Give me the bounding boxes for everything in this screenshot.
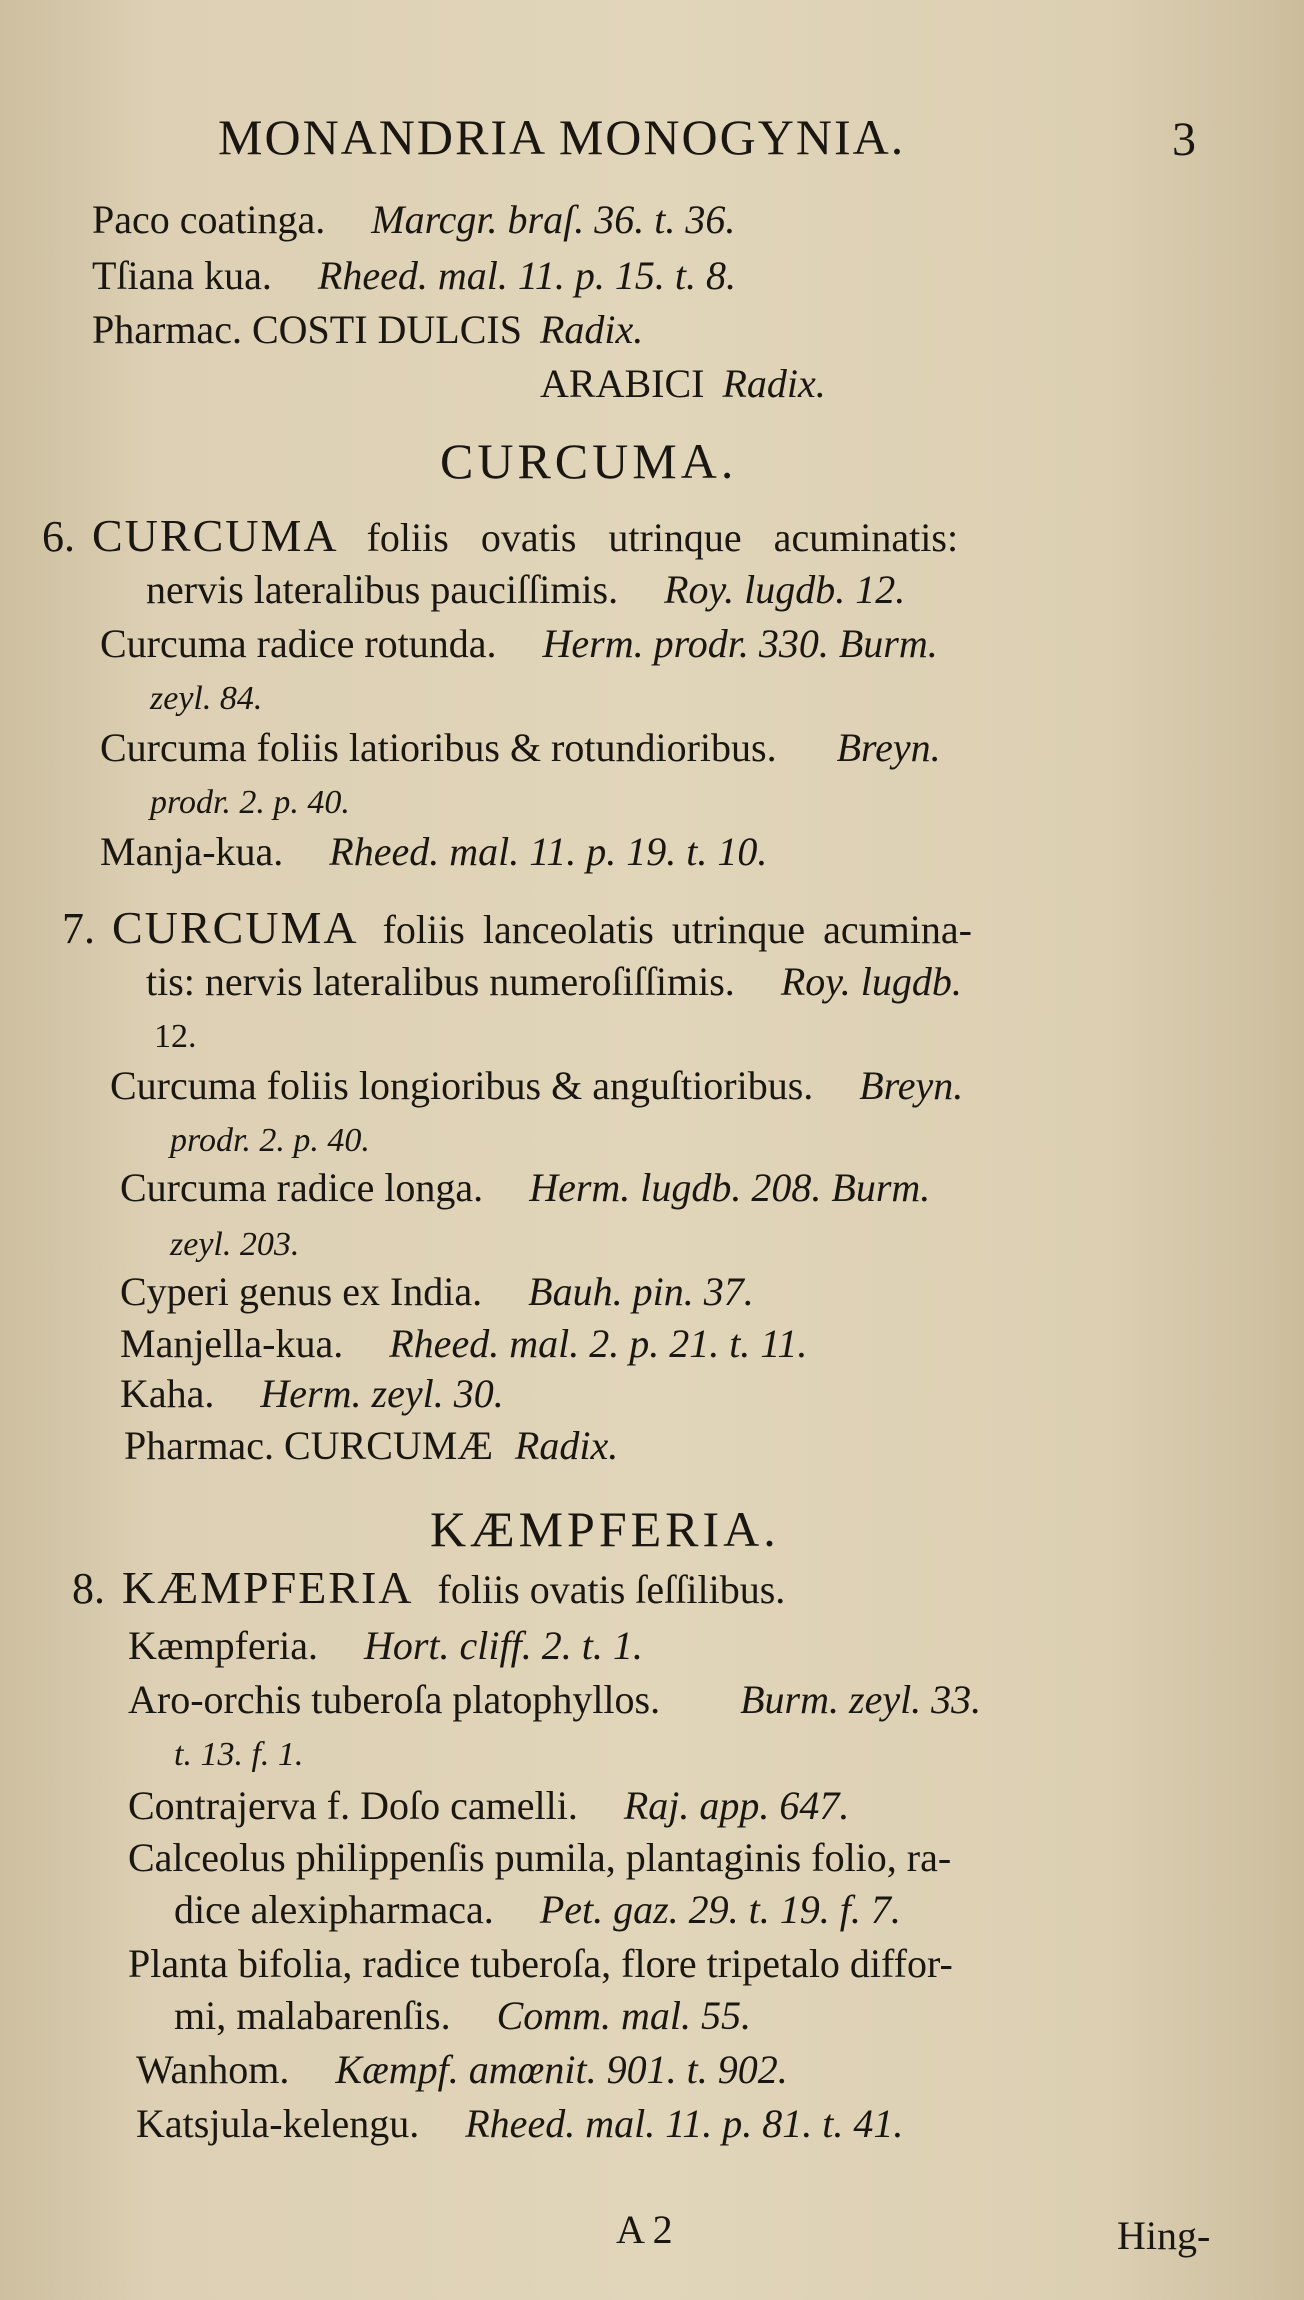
pharmac-line <box>124 1422 618 1470</box>
synonym-line <box>128 1676 981 1724</box>
synonym-line <box>150 776 350 827</box>
species-number: 8. <box>72 1564 105 1613</box>
synonym-line <box>120 1268 754 1316</box>
reference: Rheed. mal. 11. p. 19. t. 10. <box>329 829 768 874</box>
reference: zeyl. 203. <box>170 1226 300 1263</box>
pharmac-line <box>540 360 826 408</box>
reference: Herm. zeyl. 30. <box>260 1371 504 1416</box>
reference: Bauh. pin. 37. <box>528 1269 754 1314</box>
reference: Breyn. <box>836 725 941 770</box>
reference: Rheed. mal. 2. p. 21. t. 11. <box>389 1321 808 1366</box>
synonym-line <box>128 1940 953 1988</box>
synonym-line <box>174 1728 303 1779</box>
reference: Herm. lugdb. 208. Burm. <box>529 1165 931 1210</box>
reference: prodr. 2. p. 40. <box>170 1122 370 1159</box>
synonym-text: Pharmac. CURCUMÆ <box>124 1423 493 1468</box>
reference: Hort. cliff. 2. t. 1. <box>363 1623 643 1668</box>
reference: prodr. 2. p. 40. <box>150 784 350 821</box>
species-number: 6. <box>42 512 75 561</box>
reference: Herm. prodr. 330. Burm. <box>542 621 938 666</box>
page-number: 3 <box>1172 113 1196 166</box>
catchword: Hing- <box>1117 2213 1211 2258</box>
synonym-text: ARABICI <box>540 361 705 406</box>
species-number: 7. <box>62 904 95 953</box>
reference: Pet. gaz. 29. t. 19. f. 7. <box>539 1887 901 1932</box>
running-head: MONANDRIA MONOGYNIA. <box>218 109 906 165</box>
synonym-text: Manjella-kua. <box>120 1321 344 1366</box>
synonym-text: Aro-orchis tuberoſa platophyllos. <box>128 1677 661 1722</box>
reference: Roy. lugdb. <box>780 959 962 1004</box>
synonym-line <box>100 620 938 668</box>
reference: Breyn. <box>859 1063 964 1108</box>
synonym-text: Tſiana kua. <box>92 253 272 298</box>
species-line <box>72 1564 785 1614</box>
synonym-line <box>136 2046 788 2094</box>
diagnosis-text: tis: nervis lateralibus numeroſiſſimis. <box>146 959 735 1004</box>
reference: Raj. app. 647. <box>623 1783 850 1828</box>
genus-name: CURCUMA <box>92 510 339 561</box>
pharmac-line <box>92 306 643 354</box>
synonym-text: Curcuma foliis latioribus & rotundioribus. <box>100 725 777 770</box>
reference: zeyl. 84. <box>150 680 263 717</box>
synonym-line <box>120 1370 504 1418</box>
reference: Marcgr. braſ. 36. t. 36. <box>371 197 736 242</box>
synonym-text: Katsjula-kelengu. <box>136 2101 420 2146</box>
synonym-text: Curcuma radice longa. <box>120 1165 484 1210</box>
reference: Rheed. mal. 11. p. 81. t. 41. <box>465 2101 904 2146</box>
synonym-text: Contrajerva f. Doſo camelli. <box>128 1783 578 1828</box>
synonym-line <box>174 1886 901 1934</box>
synonym-line <box>110 1062 963 1110</box>
reference: Comm. mal. 55. <box>496 1993 752 2038</box>
synonym-line <box>174 1992 751 2040</box>
synonym-line <box>92 196 735 244</box>
synonym-line <box>170 1218 299 1269</box>
species-line <box>62 904 972 954</box>
page-header <box>0 108 1304 168</box>
diagnosis-text: foliis ovatis ſeſſilibus. <box>437 1567 786 1612</box>
synonym-text: Cyperi genus ex India. <box>120 1269 483 1314</box>
synonym-line <box>100 828 767 876</box>
synonym-line <box>170 1114 370 1165</box>
synonym-text: Kaha. <box>120 1371 215 1416</box>
synonym-text: Kæmpferia. <box>128 1623 318 1668</box>
diagnosis-text: 12. <box>154 1018 197 1055</box>
diagnosis-line <box>146 958 962 1006</box>
synonym-text: Wanhom. <box>136 2047 290 2092</box>
synonym-text: Pharmac. COSTI DULCIS <box>92 307 522 352</box>
synonym-text: mi, malabarenſis. <box>174 1993 451 2038</box>
synonym-line <box>136 2100 903 2148</box>
synonym-line <box>92 252 736 300</box>
synonym-line <box>128 1834 951 1882</box>
diagnosis-text: foliis lanceolatis utrinque acumina- <box>382 907 972 952</box>
species-line <box>42 512 958 562</box>
section-heading: CURCUMA. <box>440 433 738 489</box>
genus-name: KÆMPFERIA <box>122 1562 414 1613</box>
synonym-line <box>128 1782 849 1830</box>
synonym-text: Paco coatinga. <box>92 197 326 242</box>
reference: Kæmpf. amœnit. 901. t. 902. <box>335 2047 788 2092</box>
synonym-line <box>150 672 262 723</box>
synonym-text: Calceolus philippenſis pumila, plantaginis folio, ra- <box>128 1835 952 1880</box>
reference: Roy. lugdb. 12. <box>664 567 906 612</box>
reference: Radix. <box>539 307 644 352</box>
diagnosis-line <box>146 566 905 614</box>
diagnosis-text: foliis ovatis utrinque acuminatis: <box>366 515 959 560</box>
diagnosis-line <box>154 1010 197 1061</box>
diagnosis-text: nervis lateralibus pauciſſimis. <box>146 567 619 612</box>
synonym-line <box>100 724 941 772</box>
reference: Radix. <box>514 1423 619 1468</box>
synonym-text: Curcuma foliis longioribus & anguſtioribus. <box>110 1063 814 1108</box>
synonym-line <box>120 1320 807 1368</box>
synonym-line <box>120 1164 930 1212</box>
signature-mark: A 2 <box>616 2207 673 2252</box>
reference: Radix. <box>722 361 826 406</box>
synonym-line <box>128 1622 643 1670</box>
reference: Burm. zeyl. 33. <box>740 1677 982 1722</box>
reference: Rheed. mal. 11. p. 15. t. 8. <box>317 253 737 298</box>
genus-name: CURCUMA <box>112 902 359 953</box>
synonym-text: Curcuma radice rotunda. <box>100 621 497 666</box>
section-heading: KÆMPFERIA. <box>430 1501 780 1557</box>
reference: t. 13. f. 1. <box>174 1736 304 1773</box>
synonym-text: dice alexipharmaca. <box>174 1887 494 1932</box>
synonym-text: Planta bifolia, radice tuberoſa, flore tripetalo diffor- <box>128 1941 953 1986</box>
synonym-text: Manja-kua. <box>100 829 284 874</box>
